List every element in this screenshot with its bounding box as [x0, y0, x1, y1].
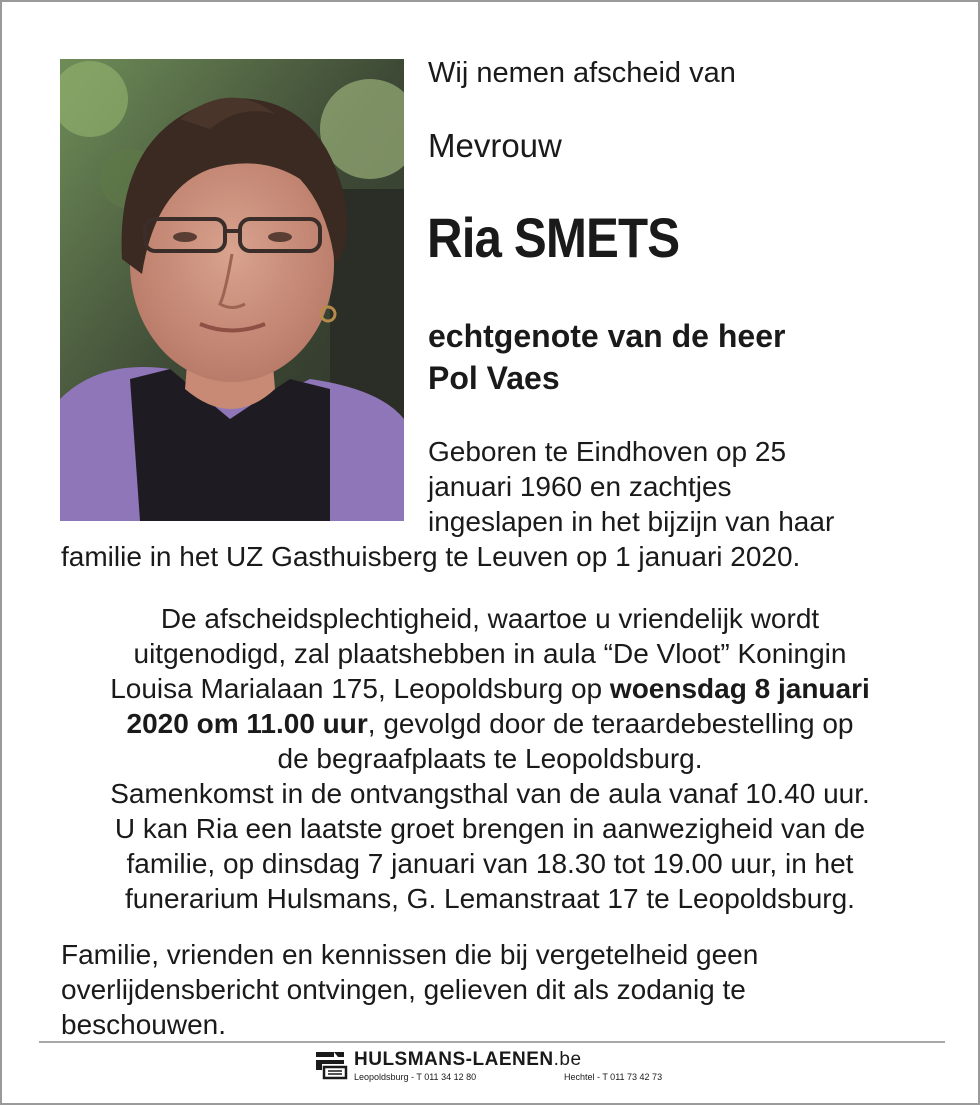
funeral-home-logo-icon [314, 1048, 348, 1082]
ceremony-line: De afscheidsplechtigheid, waartoe u vriendelijk wordt [160, 603, 820, 634]
ceremony-line: de begraafplaats te Leopoldsburg. [277, 743, 703, 774]
honorific: Mevrouw [428, 127, 562, 164]
contact-leopoldsburg: Leopoldsburg - T 011 34 12 80 [354, 1072, 477, 1082]
ceremony-date: woensdag 8 januari [609, 673, 870, 704]
closing-line: Familie, vrienden en kennissen die bij vergetelheid geen [61, 939, 759, 970]
intro-text: Wij nemen afscheid van [428, 57, 736, 89]
visitation-line: U kan Ria een laatste groet brengen in aanwezigheid van de [114, 813, 866, 844]
funeral-home-name [354, 1049, 582, 1071]
ceremony-line [40, 706, 940, 741]
birth-line: Geboren te Eindhoven op 25 [428, 436, 787, 467]
visitation-line: familie, op dinsdag 7 januari van 18.30 tot 19.00 uur, in het [126, 848, 854, 879]
contact-hechtel: Hechtel - T 011 73 42 73 [564, 1072, 663, 1082]
spouse-block [428, 315, 785, 399]
birth-line: familie in het UZ Gasthuisberg te Leuven op 1 januari 2020. [61, 541, 801, 572]
closing-line: overlijdensbericht ontvingen, gelieven dit als zodanig te [61, 974, 746, 1005]
ceremony-line: uitgenodigd, zal plaatshebben in aula “De Vloot” Koningin [133, 638, 847, 669]
brand-name: HULSMANS-LAENEN [354, 1049, 554, 1070]
ceremony-text: Louisa Marialaan 175, Leopoldsburg op [110, 673, 610, 704]
ceremony-text: , gevolgd door de teraardebestelling op [367, 708, 854, 739]
deceased-name: Ria SMETS [427, 206, 680, 269]
ceremony-paragraph [40, 601, 940, 916]
spouse-name: Pol Vaes [428, 360, 560, 396]
footer-divider [39, 1041, 945, 1043]
ceremony-time: 2020 om 11.00 uur [126, 708, 368, 739]
brand-tld: .be [553, 1049, 582, 1070]
closing-line: beschouwen. [61, 1009, 227, 1040]
ceremony-line [40, 671, 940, 706]
spouse-line: echtgenote van de heer [428, 318, 786, 354]
footer [314, 1048, 694, 1086]
closing-paragraph [61, 937, 941, 1042]
birth-line: januari 1960 en zachtjes [428, 471, 732, 502]
birth-paragraph [61, 434, 921, 574]
birth-line: ingeslapen in het bijzijn van haar [428, 506, 835, 537]
visitation-line: funerarium Hulsmans, G. Lemanstraat 17 te Leopoldsburg. [125, 883, 855, 914]
gathering-line: Samenkomst in de ontvangsthal van de aula vanaf 10.40 uur. [110, 778, 870, 809]
